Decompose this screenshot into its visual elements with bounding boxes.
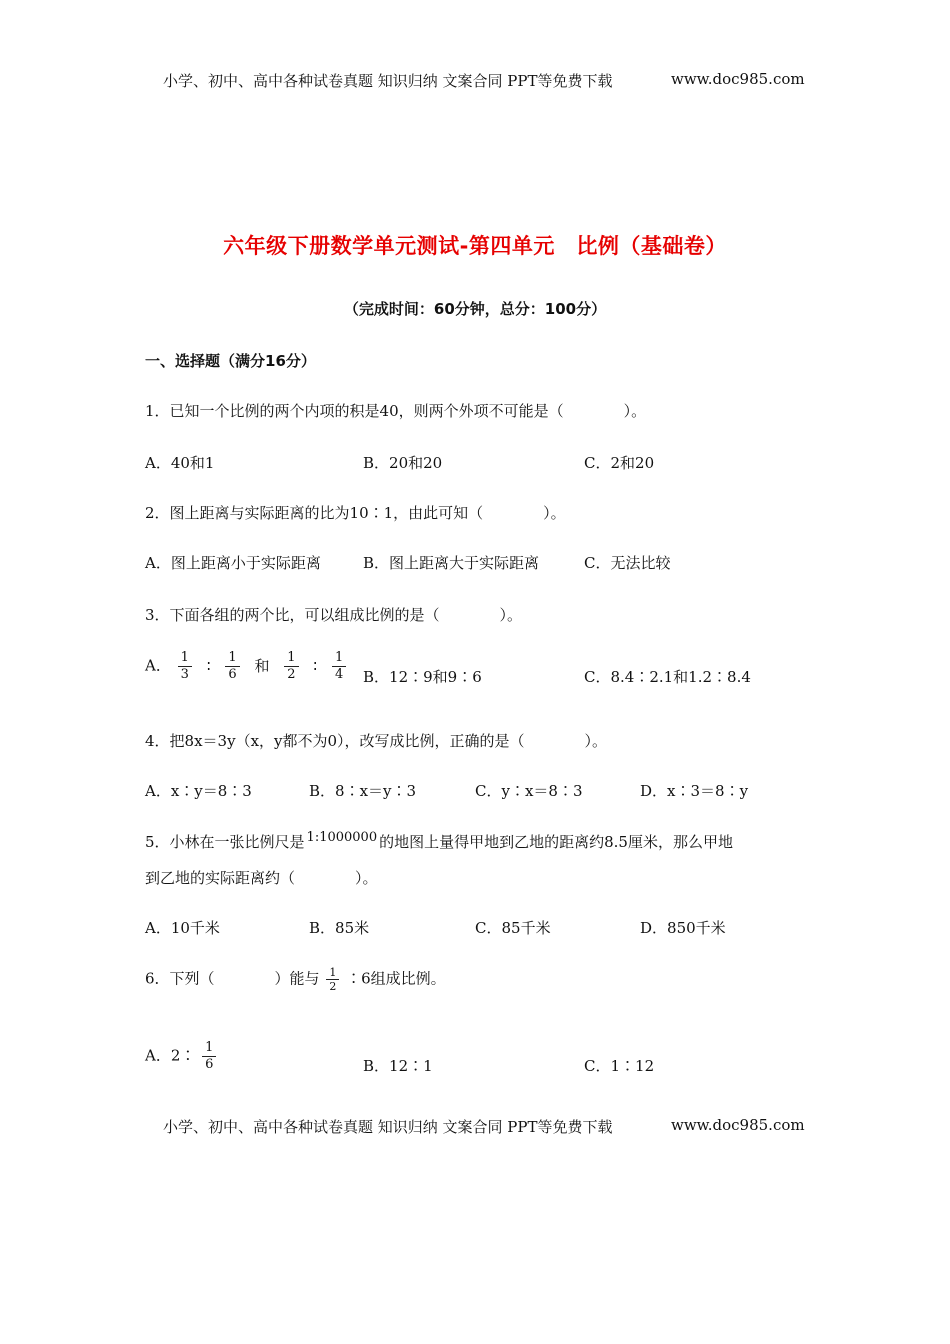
frac-num: 1 xyxy=(329,966,337,979)
q3-option-b: B．12∶9和9∶6 xyxy=(363,668,482,686)
q6-text-before: 6．下列（ ）能与 xyxy=(145,969,320,988)
frac-den: 6 xyxy=(228,667,237,682)
frac-den: 4 xyxy=(334,667,344,682)
frac-num: 1 xyxy=(180,650,189,665)
q5-option-a: A．10千米 xyxy=(145,919,220,937)
q1-option-a: A．40和1 xyxy=(145,454,215,472)
frac-num: 1 xyxy=(228,650,237,665)
frac-den: 2 xyxy=(287,667,296,682)
fraction-one-half xyxy=(326,966,339,993)
question-6 xyxy=(145,966,446,993)
document-title: 六年级下册数学单元测试-第四单元 比例（基础卷） xyxy=(223,234,727,258)
frac-num: 1 xyxy=(287,650,296,665)
question-1: 1．已知一个比例的两个内项的积是40，则两个外项不可能是（ ）。 xyxy=(145,402,647,420)
question-2: 2．图上距离与实际距离的比为10∶1，由此可知（ ）。 xyxy=(145,504,566,522)
question-5-line-2: 到乙地的实际距离约（ ）。 xyxy=(145,869,378,887)
q3-option-a-prefix: A． xyxy=(145,656,171,675)
q5-option-c: C．85千米 xyxy=(475,919,551,937)
page-header-url[interactable]: www.doc985.com xyxy=(671,70,805,88)
ratio-colon: ∶ xyxy=(313,656,318,675)
q5-option-b: B．85米 xyxy=(309,919,370,937)
fraction-one-sixth xyxy=(202,1040,216,1073)
page-header-text: 小学、初中、高中各种试卷真题 知识归纳 文案合同 PPT等免费下载 xyxy=(163,72,613,90)
question-4: 4．把8x＝3y（x，y都不为0），改写成比例，正确的是（ ）。 xyxy=(145,732,608,750)
q5-option-d: D．850千米 xyxy=(640,919,726,937)
q2-option-b: B．图上距离大于实际距离 xyxy=(363,554,540,572)
q1-option-c: C．2和20 xyxy=(584,454,655,472)
page-footer-text: 小学、初中、高中各种试卷真题 知识归纳 文案合同 PPT等免费下载 xyxy=(163,1118,613,1136)
frac-num: 1 xyxy=(334,650,344,665)
q2-option-c: C．无法比较 xyxy=(584,554,671,572)
fraction-one-quarter xyxy=(332,650,346,683)
q4-option-d: D．x∶3＝8∶y xyxy=(640,782,749,800)
q6-option-a xyxy=(145,1040,218,1073)
q6-text-after: ∶6组成比例。 xyxy=(346,969,446,988)
frac-den: 2 xyxy=(329,980,337,993)
q1-option-b: B．20和20 xyxy=(363,454,443,472)
q2-option-a: A．图上距离小于实际距离 xyxy=(145,554,321,572)
q3-option-a xyxy=(145,650,348,683)
fraction-one-sixth xyxy=(225,650,239,683)
section-heading-choice: 一、选择题（满分16分） xyxy=(145,352,316,370)
q6-option-a-prefix: A．2∶ xyxy=(145,1046,196,1065)
q6-option-c: C．1∶12 xyxy=(584,1057,655,1075)
question-3: 3．下面各组的两个比，可以组成比例的是（ ）。 xyxy=(145,606,523,624)
map-scale: 1:1000000 xyxy=(306,830,378,845)
question-5 xyxy=(145,830,733,852)
frac-den: 6 xyxy=(205,1057,214,1072)
q5-text-before: 5．小林在一张比例尺是 xyxy=(145,833,305,851)
q4-option-c: C．y∶x＝8∶3 xyxy=(475,782,583,800)
q5-text-after: 的地图上量得甲地到乙地的距离约8.5厘米，那么甲地 xyxy=(379,833,733,851)
fraction-one-third xyxy=(178,650,192,683)
page-footer-url[interactable]: www.doc985.com xyxy=(671,1116,805,1134)
q4-option-a: A．x∶y＝8∶3 xyxy=(145,782,252,800)
ratio-colon: ∶ xyxy=(206,656,211,675)
q6-option-b: B．12∶1 xyxy=(363,1057,433,1075)
frac-den: 3 xyxy=(180,667,189,682)
q3-option-c: C．8.4∶2.1和1.2∶8.4 xyxy=(584,668,751,686)
q4-option-b: B．8∶x＝y∶3 xyxy=(309,782,417,800)
fraction-one-half xyxy=(284,650,298,683)
frac-num: 1 xyxy=(205,1040,214,1055)
document-subtitle: （完成时间：60分钟，总分：100分） xyxy=(343,300,607,318)
and-word: 和 xyxy=(254,656,270,675)
